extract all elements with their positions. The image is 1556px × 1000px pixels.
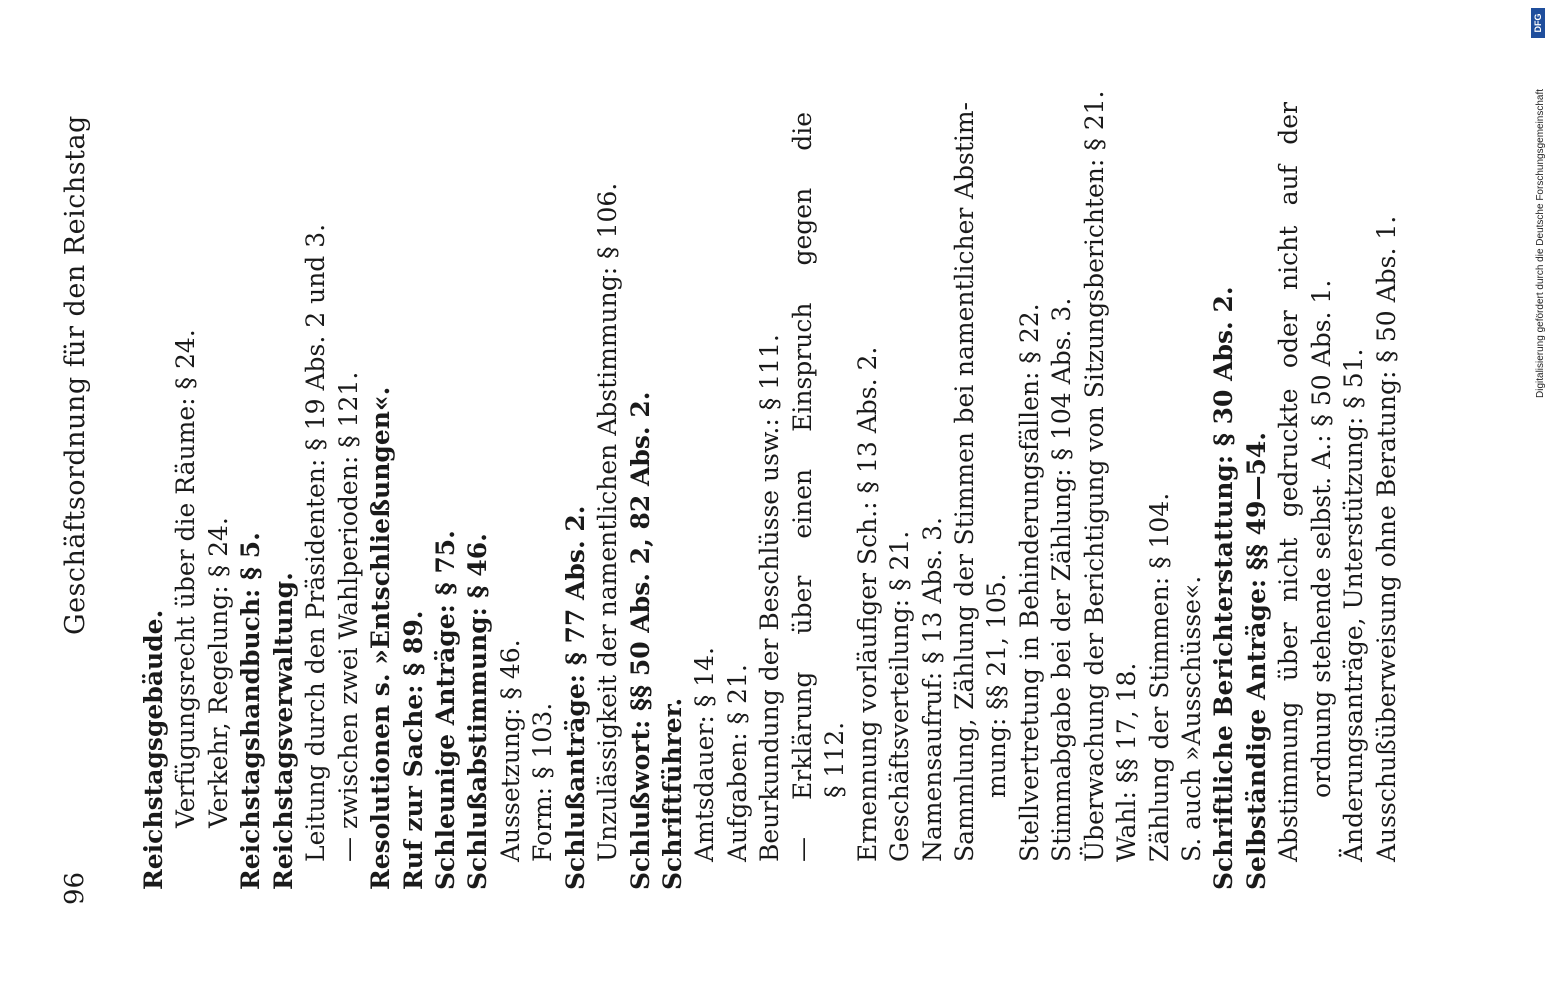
index-heading: Ruf zur Sache: § 89.: [398, 610, 428, 890]
index-subentry: Verkehr, Regelung: § 24.: [203, 517, 233, 828]
digitization-stamp: [1528, 8, 1556, 398]
index-heading: Resolutionen s. »Entschließungen«.: [366, 386, 396, 890]
index-subentry: Abstimmung über nicht gedruckte oder nicht auf der: [1274, 102, 1304, 862]
index-subentry: Amtsdauer: § 14.: [690, 647, 720, 862]
index-heading: Reichstagsgebäude.: [139, 609, 168, 890]
index-subentry: § 112.: [820, 721, 850, 798]
index-subentry: Aufgaben: § 21.: [722, 664, 752, 862]
running-head: [60, 35, 100, 905]
index-subentry: Unzulässigkeit der namentlichen Abstimmung: § 106.: [593, 182, 623, 862]
index-heading: Reichstagsverwaltung.: [268, 572, 298, 890]
index-subentry: Stimmabgabe bei der Zählung: § 104 Abs. 3.: [1047, 297, 1077, 862]
index-heading: Schriftliche Berichterstattung: § 30 Abs. 2.: [1209, 286, 1239, 890]
index-subentry: Ernennung vorläufiger Sch.: § 13 Abs. 2.: [852, 346, 882, 862]
index-subentry: — Erklärung über einen Einspruch gegen die: [787, 112, 817, 862]
index-subentry: Überwachung der Berichtigung von Sitzungsberichten: § 21.: [1079, 90, 1109, 862]
index-subentry: Zählung der Stimmen: § 104.: [1144, 492, 1174, 862]
index-heading: Schlußanträge: § 77 Abs. 2.: [560, 505, 590, 890]
index-subentry: Stellvertretung in Behinderungsfällen: § 22.: [1014, 303, 1044, 862]
dfg-logo-text: DFG: [1533, 13, 1543, 33]
index-subentry: Sammlung, Zählung der Stimmen bei namentlicher Abstim-: [949, 102, 979, 862]
dfg-logo-icon: [1531, 8, 1545, 38]
index-subentry: Geschäftsverteilung: § 21.: [885, 530, 915, 862]
index-heading: Schlußwort: §§ 50 Abs. 2, 82 Abs. 2.: [625, 391, 655, 890]
index-subentry: Beurkundung der Beschlüsse usw.: § 111.: [755, 334, 785, 862]
index-subentry: Namensaufruf: § 13 Abs. 3.: [917, 517, 947, 862]
index-entries: [138, 0, 1403, 890]
index-subentry: Form: § 103.: [528, 702, 558, 862]
index-subentry: S. auch »Ausschüsse«.: [1177, 575, 1206, 862]
running-title: Geschäftsordnung für den Reichstag: [60, 115, 91, 635]
index-heading: Selbständige Anträge: §§ 49—54.: [1241, 432, 1271, 890]
index-subentry: — zwischen zwei Wahlperioden: § 121.: [333, 371, 363, 862]
index-heading: Reichstagshandbuch: § 5.: [236, 532, 266, 890]
index-subentry: Verfügungsrecht über die Räume: § 24.: [171, 329, 201, 828]
index-subentry: Aussetzung: § 46.: [495, 639, 525, 862]
index-subentry: Wahl: §§ 17, 18.: [1112, 662, 1142, 862]
index-subentry: ordnung stehende selbst. A.: § 50 Abs. 1.: [1306, 279, 1336, 798]
index-subentry: mung: §§ 21, 105.: [982, 573, 1012, 798]
index-subentry: Leitung durch den Präsidenten: § 19 Abs. 2 und 3.: [301, 223, 331, 862]
index-heading: Schleunige Anträge: § 75.: [430, 530, 460, 890]
page-number: 96: [60, 871, 90, 905]
index-subentry: Änderungsanträge, Unterstützung: § 51.: [1339, 348, 1369, 862]
index-subentry: Ausschußüberweisung ohne Beratung: § 50 Abs. 1.: [1371, 215, 1401, 862]
index-heading: Schriftführer.: [658, 697, 687, 890]
index-heading: Schlußabstimmung: § 46.: [463, 533, 493, 890]
digitization-note: Digitalisierung gefördert durch die Deutsche Forschungsgemeinschaft: [1535, 88, 1546, 398]
